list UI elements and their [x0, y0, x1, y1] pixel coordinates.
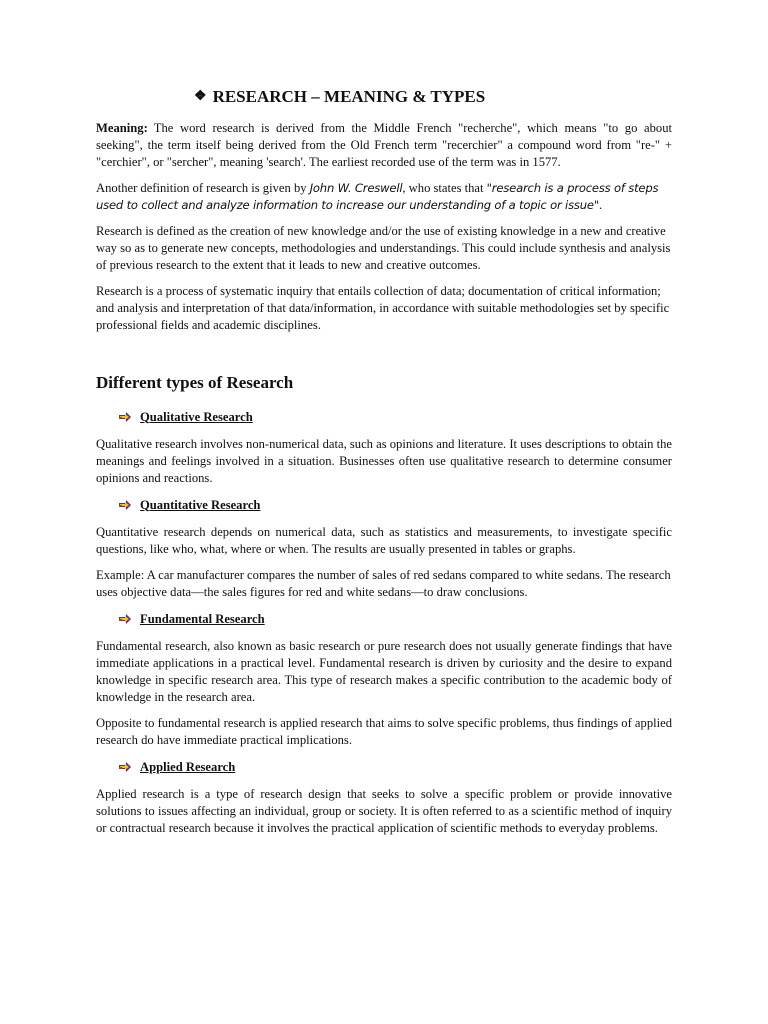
subheading-label: Fundamental Research [140, 611, 265, 626]
meaning-paragraph [96, 120, 672, 171]
subheading-label: Qualitative Research [140, 409, 253, 424]
research-process-paragraph: Research is a process of systematic inquiry that entails collection of data; documentation of critical information; and analysis and interpretation of that data/information, in accordance with suitable methodologies set by specific professional fields and academic disciplines. [96, 284, 670, 332]
page-title [96, 86, 672, 108]
subheading-label: Applied Research [140, 759, 236, 774]
arrow-bullet-icon [118, 760, 132, 774]
quantitative-paragraph: Quantitative research depends on numerical data, such as statistics and measurements, to investigate specific questions, like who, what, where or when. The results are usually presented in tables or graphs. [96, 525, 672, 556]
arrow-bullet-icon [118, 612, 132, 626]
definition-quote: "research is a process of steps used to collect and analyze information to increase our understanding of a topic or issue" [96, 181, 659, 212]
definition-paragraph [96, 180, 672, 214]
subheading-applied [96, 758, 672, 776]
subheading-label: Quantitative Research [140, 497, 261, 512]
definition-suffix: . [598, 198, 603, 212]
definition-author: John W. Creswell [309, 181, 403, 195]
subheading-fundamental [96, 610, 672, 628]
research-definition-paragraph: Research is defined as the creation of new knowledge and/or the use of existing knowledge in a new and creative way so as to generate new concepts, methodologies and understandings. This could include synthesis and analysis of previous research to the extent that it leads to new and creative outcomes. [96, 224, 671, 272]
diamond-bullet-icon: ❖ [194, 89, 207, 104]
applied-paragraph: Applied research is a type of research design that seeks to solve a specific problem or provide innovative solutions to issues affecting an individual, group or society. It is often referred to as a scientific method of inquiry or contractual research because it involves the practical application of scientific methods to everyday problems. [96, 787, 672, 835]
meaning-lead: Meaning: [96, 121, 148, 135]
quantitative-example-paragraph: Example: A car manufacturer compares the number of sales of red sedans compared to white sedans. The research uses objective data—the sales figures for red and white sedans—to draw conclusions. [96, 568, 671, 599]
subheading-quantitative [96, 496, 672, 514]
types-heading: Different types of Research [96, 373, 294, 392]
arrow-bullet-icon [118, 410, 132, 424]
meaning-body: The word research is derived from the Middle French "recherche", which means "to go about seeking", the term itself being derived from the Old French term "recerchier" a compound word from "re-" + "cerchier", or "sercher", meaning 'search'. The earliest recorded use of the term was in 1577. [96, 121, 672, 169]
document-body [96, 86, 672, 846]
arrow-bullet-icon [118, 498, 132, 512]
qualitative-paragraph: Qualitative research involves non-numerical data, such as opinions and literature. It uses descriptions to obtain the meanings and feelings involved in a situation. Businesses often use qualitative research to determine consumer opinions and reactions. [96, 437, 672, 485]
subheading-qualitative [96, 408, 672, 426]
fundamental-paragraph: Fundamental research, also known as basic research or pure research does not usually generate findings that have immediate applications in a practical level. Fundamental research is driven by curiosity and the desire to expand knowledge in specific research area. This type of research makes a specific contribution to the academic body of knowledge in the research area. [96, 639, 672, 704]
definition-middle: , who states that [402, 181, 487, 195]
page-title-text: RESEARCH – MEANING & TYPES [212, 87, 486, 106]
fundamental-opposite-paragraph: Opposite to fundamental research is applied research that aims to solve specific problems, thus findings of applied research do have immediate practical implications. [96, 716, 673, 747]
definition-prefix: Another definition of research is given by [96, 181, 310, 195]
